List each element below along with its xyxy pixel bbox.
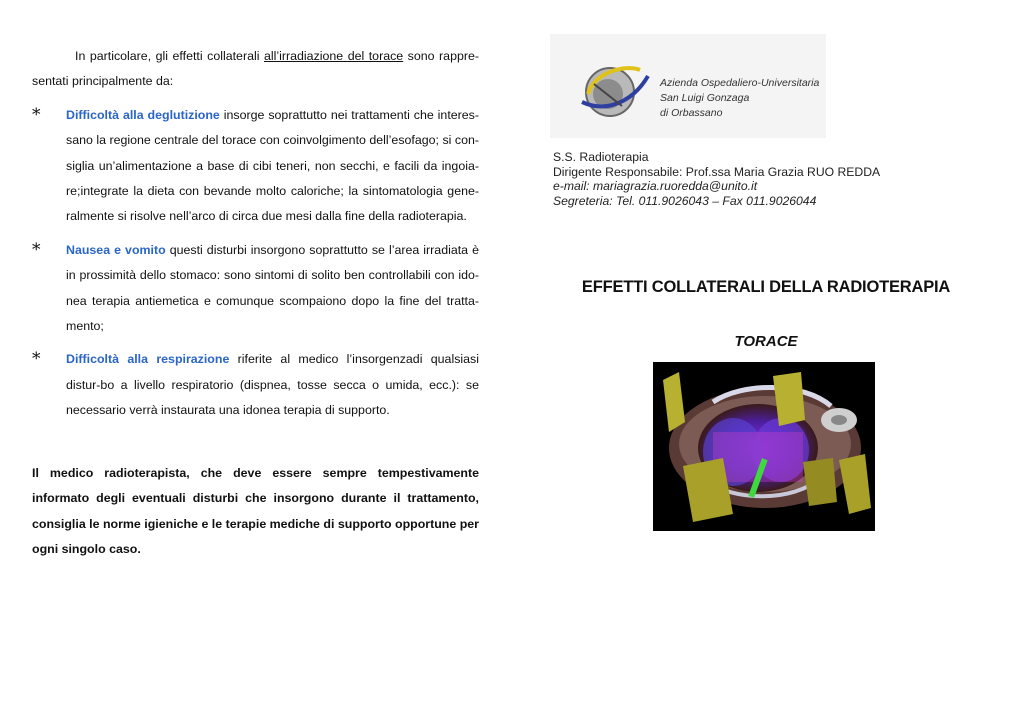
- bullet-swallowing: [32, 103, 479, 230]
- bullet-title: Difficoltà alla respirazione: [66, 352, 230, 367]
- bullet-text: riferite al medico l’insorgenzadi qualsiasi distur-bo a livello respiratorio (dispnea, tosse secca o umida, ecc.): se necessario verrà instaurata una idonea terapia di supporto.: [66, 352, 479, 418]
- bullet-text: questi disturbi insorgono soprattutto se l’area irradiata è in prossimità dello stomaco: sono sintomi di solito ben controllabili con ido-nea terapia antiemetica e comunque scompaiono dopo la fine del tratta-mento;: [66, 242, 479, 334]
- left-column: [32, 44, 479, 562]
- bullet-title: Nausea e vomito: [66, 242, 166, 257]
- bullet-nausea: [32, 238, 479, 340]
- asterisk-icon: *: [32, 104, 41, 125]
- closing-paragraph: Il medico radioterapista, che deve essere sempre tempestivamente informato degli eventuali disturbi che insorgono durante il trattamento, consiglia le norme igieniche e le terapie mediche di supporto opportune per ogni singolo caso.: [32, 465, 479, 556]
- intro-paragraph: [32, 44, 479, 95]
- bullet-breathing: [32, 347, 479, 423]
- asterisk-icon: *: [32, 239, 41, 260]
- unit-name: S.S. Radioterapia: [553, 150, 649, 164]
- hospital-emblem-icon: [574, 54, 658, 124]
- bullet-title: Difficoltà alla deglutizione: [66, 107, 220, 122]
- intro-text-a: In particolare, gli effetti collaterali: [75, 49, 264, 63]
- hospital-logo: [550, 34, 826, 138]
- page-subtitle: TORACE: [734, 333, 798, 350]
- ct-scan-image: [653, 362, 875, 531]
- intro-text-b: sono rappre-sentati principalmente da:: [32, 49, 479, 89]
- page-title: EFFETTI COLLATERALI DELLA RADIOTERAPIA: [581, 278, 951, 296]
- bullet-text: insorge soprattutto nei trattamenti che interes-sano la regione centrale del torace con coinvolgimento dell’esofago; si con-siglia un’alimentazione a base di cibi teneri, non secchi, e facili da ingoia-re;integrate la dieta con bevande molto caloriche; la sintomatologia gene-ralmente si risolve nell’arco di circa due mesi dalla fine della radioterapia.: [66, 107, 479, 224]
- email: e-mail: mariagrazia.ruoredda@unito.it: [553, 179, 758, 193]
- secretary-phone: Segreteria: Tel. 011.9026043 – Fax 011.9026044: [553, 193, 817, 208]
- contact-block: [553, 150, 880, 208]
- director: Dirigente Responsabile: Prof.ssa Maria Grazia RUO REDDA: [553, 164, 881, 179]
- logo-text: Azienda Ospedaliero-Universitaria San Luigi Gonzaga di Orbassano: [660, 77, 820, 119]
- ct-scan-illustration: [653, 362, 875, 531]
- intro-underlined: all’irradiazione del torace: [263, 49, 404, 63]
- asterisk-icon: *: [32, 349, 41, 370]
